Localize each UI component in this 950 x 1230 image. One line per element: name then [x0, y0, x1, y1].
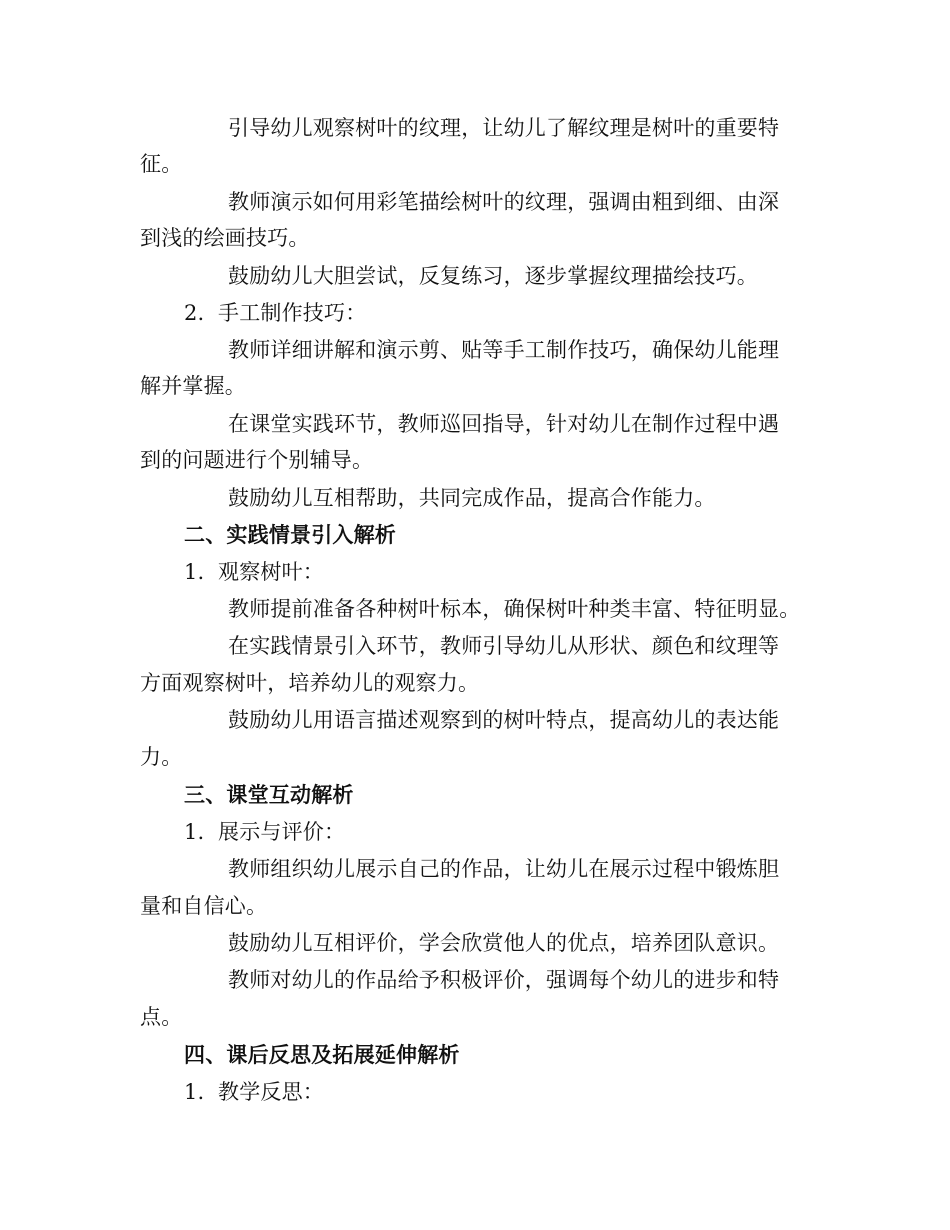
paragraph-line: 鼓励幼儿互相帮助，共同完成作品，提高合作能力。 [228, 486, 716, 510]
paragraph-line: 力。 [140, 745, 183, 769]
paragraph-line: 教师详细讲解和演示剪、贴等手工制作技巧，确保幼儿能理 [228, 338, 780, 362]
paragraph-line: 征。 [140, 152, 183, 176]
item-label: 展示与评价： [218, 820, 346, 844]
paragraph-line: 教师对幼儿的作品给予积极评价，强调每个幼儿的进步和特 [228, 968, 780, 992]
paragraph-line: 到浅的绘画技巧。 [140, 226, 310, 250]
item-number: 2. [184, 301, 205, 325]
paragraph-line: 教师组织幼儿展示自己的作品，让幼儿在展示过程中锻炼胆 [228, 857, 780, 881]
paragraph-line: 在课堂实践环节，教师巡回指导，针对幼儿在制作过程中遇 [228, 412, 780, 436]
item-number: 1. [184, 1080, 205, 1104]
numbered-item [184, 558, 324, 586]
item-number: 1. [184, 820, 205, 844]
section-heading: 二、实践情景引入解析 [184, 523, 396, 547]
section-heading: 四、课后反思及拓展延伸解析 [184, 1043, 460, 1067]
item-label: 手工制作技巧： [218, 301, 367, 325]
item-label: 教学反思： [218, 1080, 324, 1104]
numbered-item [184, 818, 345, 846]
paragraph-line: 鼓励幼儿大胆尝试，反复练习，逐步掌握纹理描绘技巧。 [228, 264, 758, 288]
paragraph-line: 在实践情景引入环节，教师引导幼儿从形状、颜色和纹理等 [228, 634, 780, 658]
section-heading: 三、课堂互动解析 [184, 783, 354, 807]
item-label: 观察树叶： [218, 560, 324, 584]
item-number: 1. [184, 560, 205, 584]
paragraph-line: 方面观察树叶，培养幼儿的观察力。 [140, 671, 480, 695]
paragraph-line: 解并掌握。 [140, 374, 246, 398]
paragraph-line: 引导幼儿观察树叶的纹理，让幼儿了解纹理是树叶的重要特 [228, 116, 780, 140]
paragraph-line: 鼓励幼儿用语言描述观察到的树叶特点，提高幼儿的表达能 [228, 708, 780, 732]
numbered-item [184, 1078, 324, 1106]
paragraph-line: 点。 [140, 1005, 183, 1029]
paragraph-line: 教师演示如何用彩笔描绘树叶的纹理，强调由粗到细、由深 [228, 190, 780, 214]
paragraph-line: 鼓励幼儿互相评价，学会欣赏他人的优点，培养团队意识。 [228, 931, 780, 955]
paragraph-line: 到的问题进行个别辅导。 [140, 448, 374, 472]
paragraph-line: 量和自信心。 [140, 894, 268, 918]
numbered-item [184, 299, 366, 327]
paragraph-line: 教师提前准备各种树叶标本，确保树叶种类丰富、特征明显。 [228, 597, 801, 621]
